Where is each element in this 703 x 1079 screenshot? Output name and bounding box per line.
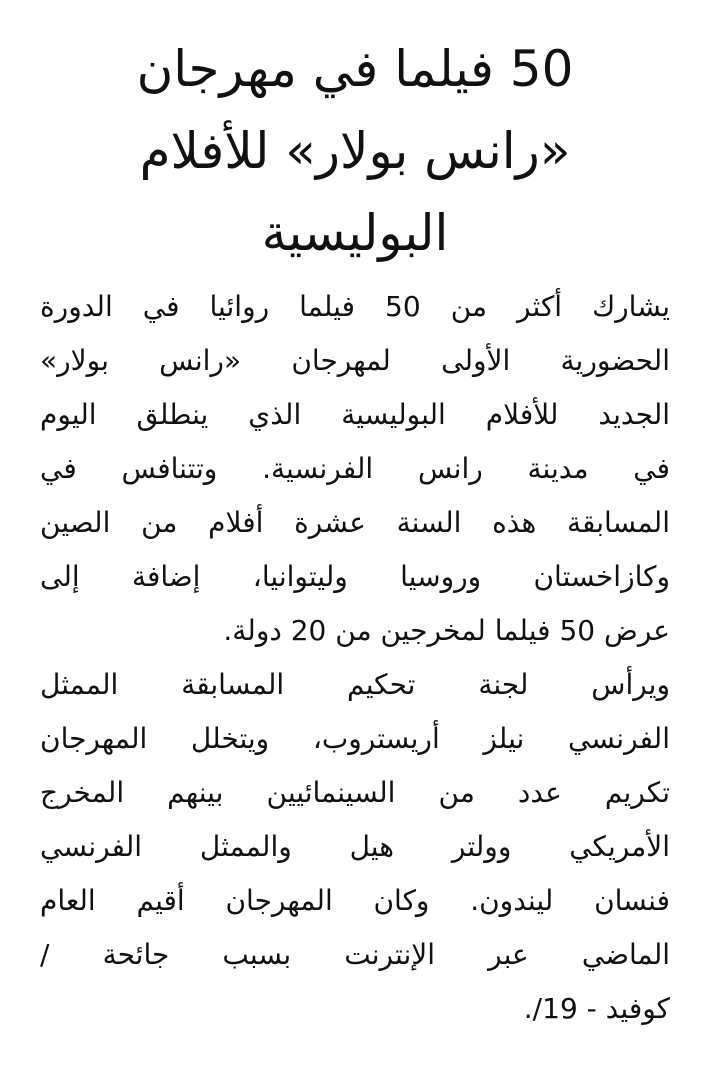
body-line: ويرأس لجنة تحكيم المسابقة الممثل	[40, 668, 670, 701]
body-line: في مدينة رانس الفرنسية. وتتنافس في	[40, 452, 670, 485]
article-body	[40, 280, 670, 1036]
body-line: تكريم عدد من السينمائيين بينهم المخرج	[40, 776, 670, 809]
headline-line-2: «رانس بولار» للأفلام	[139, 122, 571, 180]
headline-line-1: 50 فيلما في مهرجان	[136, 40, 574, 98]
body-line: الماضي عبر الإنترنت بسبب جائحة /	[40, 938, 670, 971]
paragraph-2	[40, 658, 670, 1036]
body-line: فنسان ليندون. وكان المهرجان أقيم العام	[40, 884, 670, 917]
body-line: الحضورية الأولى لمهرجان «رانس بولار»	[40, 344, 670, 377]
body-line: الجديد للأفلام البوليسية الذي ينطلق اليوم	[40, 398, 670, 431]
body-line: وكازاخستان وروسيا وليتوانيا، إضافة إلى	[40, 560, 670, 593]
body-line: يشارك أكثر من 50 فيلما روائيا في الدورة	[40, 290, 670, 323]
body-line: كوفيد - 19/.	[523, 992, 670, 1025]
paragraph-1	[40, 280, 670, 658]
body-line: عرض 50 فيلما لمخرجين من 20 دولة.	[223, 614, 670, 647]
newspaper-article	[40, 28, 670, 1036]
body-line: المسابقة هذه السنة عشرة أفلام من الصين	[40, 506, 670, 539]
body-line: الفرنسي نيلز أريستروب، ويتخلل المهرجان	[40, 722, 670, 755]
body-line: الأمريكي وولتر هيل والممثل الفرنسي	[40, 830, 670, 863]
article-headline	[40, 28, 670, 274]
headline-line-3: البوليسية	[261, 204, 449, 262]
